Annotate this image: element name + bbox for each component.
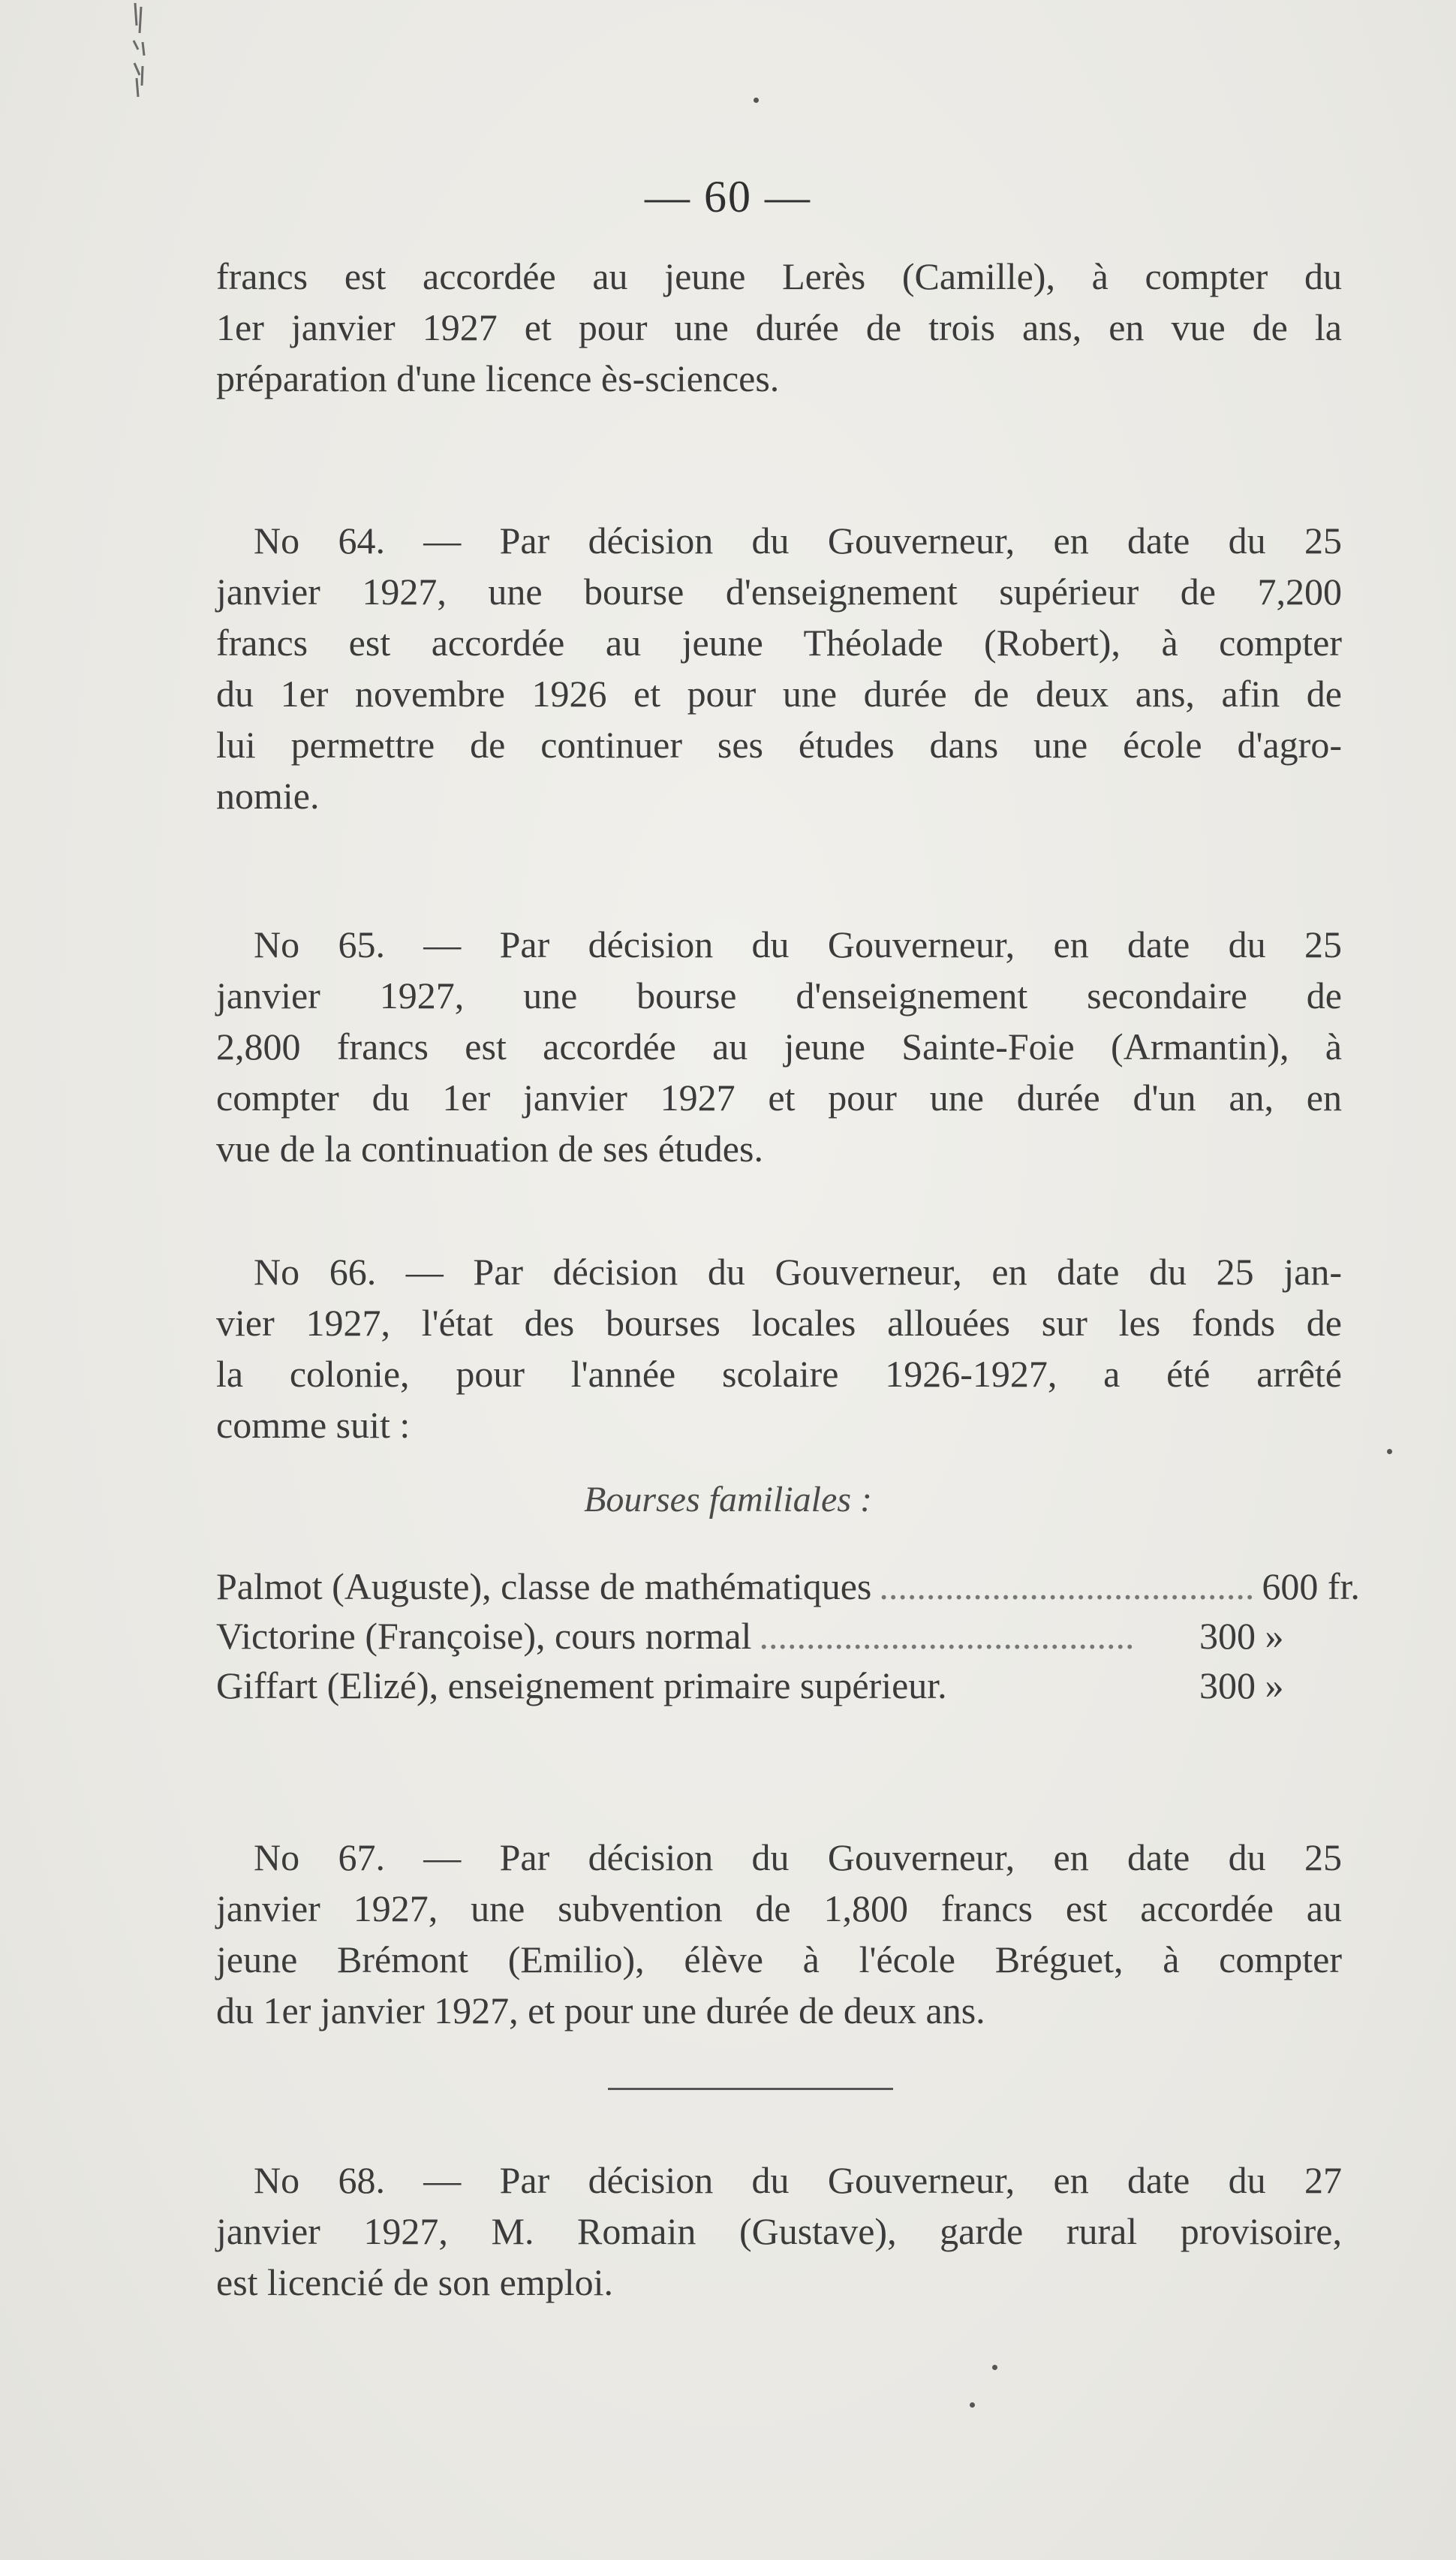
paragraph-decision-67 (216, 1832, 1342, 2036)
paper-speck (1387, 1449, 1392, 1454)
text-line: jeune Brémont (Emilio), élève à l'école Bréguet, à compter (216, 1938, 1342, 1980)
text-line: janvier 1927, une bourse d'enseignement supérieur de 7,200 (216, 571, 1342, 613)
bourses-heading: Bourses familiales : (584, 1480, 872, 1519)
bourse-recipient: Giffart (Elizé), enseignement primaire supérieur. (216, 1664, 947, 1706)
text-line: 1er janvier 1927 et pour une durée de trois ans, en vue de la (216, 306, 1342, 348)
text-line: janvier 1927, une subvention de 1,800 francs est accordée au (216, 1887, 1342, 1929)
text-line: 2,800 francs est accordée au jeune Sainte-Foie (Armantin), à (216, 1026, 1342, 1068)
bourse-amount: 300 » (1199, 1615, 1284, 1657)
text-line: francs est accordée au jeune Théolade (Robert), à compter (216, 622, 1342, 664)
bourse-amount: 300 » (1199, 1664, 1284, 1706)
bourses-list (216, 1562, 1360, 1710)
paper-speck (970, 2402, 975, 2408)
text-line: No 64. — Par décision du Gouverneur, en date du 25 (254, 520, 1342, 562)
text-line: comme suit : (216, 1404, 411, 1446)
paper-speck (754, 98, 759, 103)
list-item (216, 1562, 1360, 1611)
dot-leader: ........................................ (759, 1615, 1135, 1657)
text-line: est licencié de son emploi. (216, 2261, 614, 2303)
text-line: nomie. (216, 775, 320, 817)
text-line: No 67. — Par décision du Gouverneur, en date du 25 (254, 1836, 1342, 1878)
paragraph-decision-65 (216, 919, 1342, 1174)
text-line: du 1er novembre 1926 et pour une durée de deux ans, afin de (216, 673, 1342, 715)
text-line: du 1er janvier 1927, et pour une durée de deux ans. (216, 1989, 985, 2031)
paragraph-decision-68 (216, 2155, 1342, 2308)
margin-marks (129, 3, 152, 101)
text-line: janvier 1927, M. Romain (Gustave), garde rural provisoire, (216, 2210, 1342, 2252)
text-line: vier 1927, l'état des bourses locales allouées sur les fonds de (216, 1302, 1342, 1344)
text-line: No 65. — Par décision du Gouverneur, en date du 25 (254, 923, 1342, 965)
list-item (216, 1661, 1342, 1710)
text-line: No 68. — Par décision du Gouverneur, en date du 27 (254, 2159, 1342, 2201)
paragraph-continuation (216, 251, 1342, 404)
text-line: No 66. — Par décision du Gouverneur, en date du 25 jan- (254, 1251, 1342, 1293)
text-line: préparation d'une licence ès-sciences. (216, 357, 780, 399)
bourse-recipient: Palmot (Auguste), classe de mathématiques (216, 1565, 872, 1607)
section-divider (608, 2088, 893, 2090)
text-line: lui permettre de continuer ses études dans une école d'agro- (216, 724, 1342, 766)
bourse-recipient: Victorine (Françoise), cours normal (216, 1615, 752, 1657)
dot-leader: ........................................ (879, 1565, 1255, 1607)
text-line: vue de la continuation de ses études. (216, 1128, 763, 1170)
paper-speck (992, 2365, 997, 2370)
paragraph-decision-64 (216, 515, 1342, 821)
text-line: janvier 1927, une bourse d'enseignement secondaire de (216, 974, 1342, 1016)
text-line: francs est accordée au jeune Lerès (Camille), à compter du (216, 255, 1342, 297)
list-item (216, 1611, 1342, 1661)
page-number: — 60 — (645, 172, 811, 221)
text-line: la colonie, pour l'année scolaire 1926-1927, a été arrêté (216, 1353, 1342, 1395)
paragraph-decision-66 (216, 1246, 1342, 1450)
text-line: compter du 1er janvier 1927 et pour une durée d'un an, en (216, 1077, 1342, 1119)
bourse-amount: 600 fr. (1262, 1565, 1360, 1607)
